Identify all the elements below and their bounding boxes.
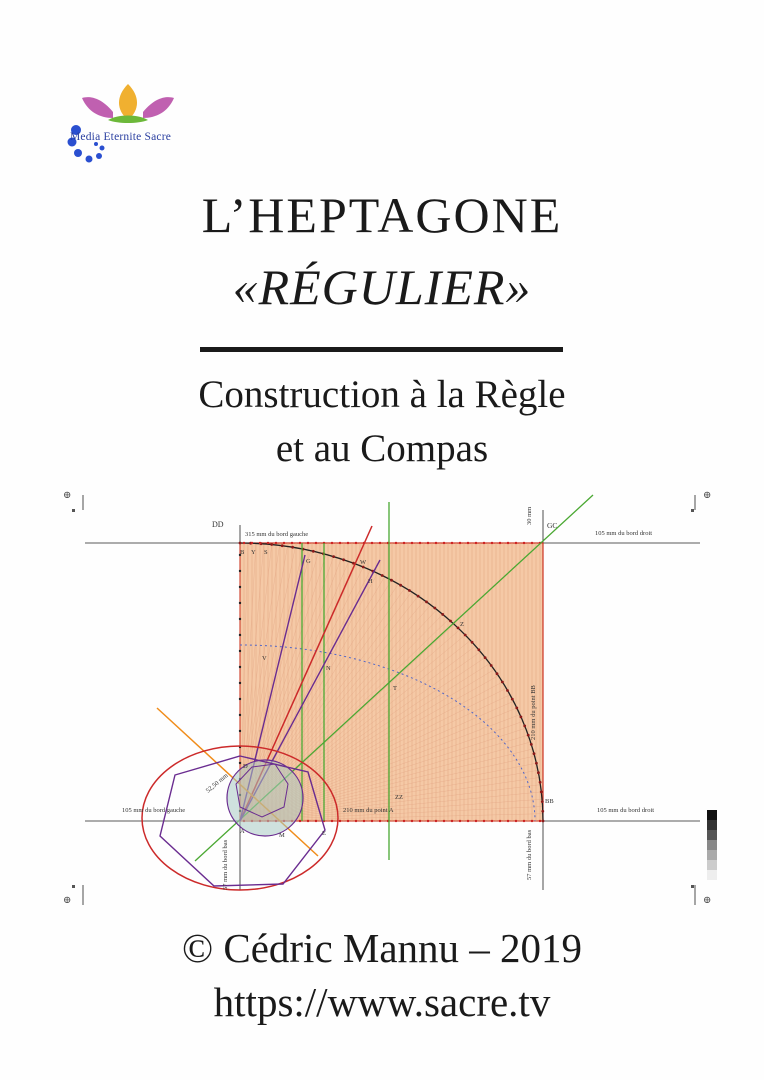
pt-s: S [264, 549, 268, 556]
label-right-bottom: 105 mm du bord droit [597, 807, 655, 814]
svg-text:⊕: ⊕ [63, 895, 72, 906]
pt-d: D [243, 763, 248, 770]
label-zz: ZZ [395, 794, 403, 801]
grey-scale-bar [707, 810, 717, 880]
website-link[interactable]: https://www.sacre.tv [213, 979, 551, 1025]
title-divider [200, 347, 563, 352]
subtitle-line-2: et au Compas [275, 427, 489, 470]
pt-g: G [306, 558, 311, 565]
pt-e: E [322, 830, 326, 837]
pt-v: V [262, 655, 267, 662]
pt-w: W [360, 559, 367, 566]
label-vert-right: 210 mm du point BB [530, 685, 537, 740]
lotus-logo-icon [58, 78, 198, 173]
label-top-right: 105 mm du bord droit [595, 530, 653, 537]
label-mid: 210 mm du point A [343, 807, 394, 814]
pt-y: Y [251, 549, 256, 556]
pt-n: N [326, 665, 331, 672]
heptagon-construction-diagram [0, 480, 764, 920]
label-bottom-57: 57 mm du bord bas [526, 829, 533, 880]
label-30mm: 30 mm [526, 506, 533, 525]
svg-text:⊕: ⊕ [63, 490, 72, 501]
subtitle-line-1: Construction à la Règle [198, 373, 566, 416]
label-dd: DD [212, 520, 224, 529]
pt-b: B [240, 549, 245, 556]
label-left-bottom: 105 mm du bord gauche [122, 807, 186, 814]
svg-text:⊕: ⊕ [703, 490, 712, 501]
page-title-italic: «RÉGULIER» [232, 259, 532, 315]
label-bottom-57-left: 57 mm du bord bas [222, 839, 229, 890]
pt-h: H [368, 578, 373, 585]
page-title: L’HEPTAGONE [201, 187, 563, 243]
label-gc: GC [547, 521, 558, 530]
pt-z: Z [460, 621, 464, 628]
label-diag: 52,50 mm [204, 772, 230, 795]
author-credit: © Cédric Mannu – 2019 [181, 925, 583, 971]
logo-text: Media Eternite Sacre [70, 131, 172, 143]
svg-text:⊕: ⊕ [703, 895, 712, 906]
pt-a: A [240, 828, 245, 835]
pt-t: T [393, 685, 397, 692]
label-bb: BB [545, 798, 554, 805]
label-top-left: 315 mm du bord gauche [245, 531, 309, 538]
pt-m: M [279, 832, 285, 839]
